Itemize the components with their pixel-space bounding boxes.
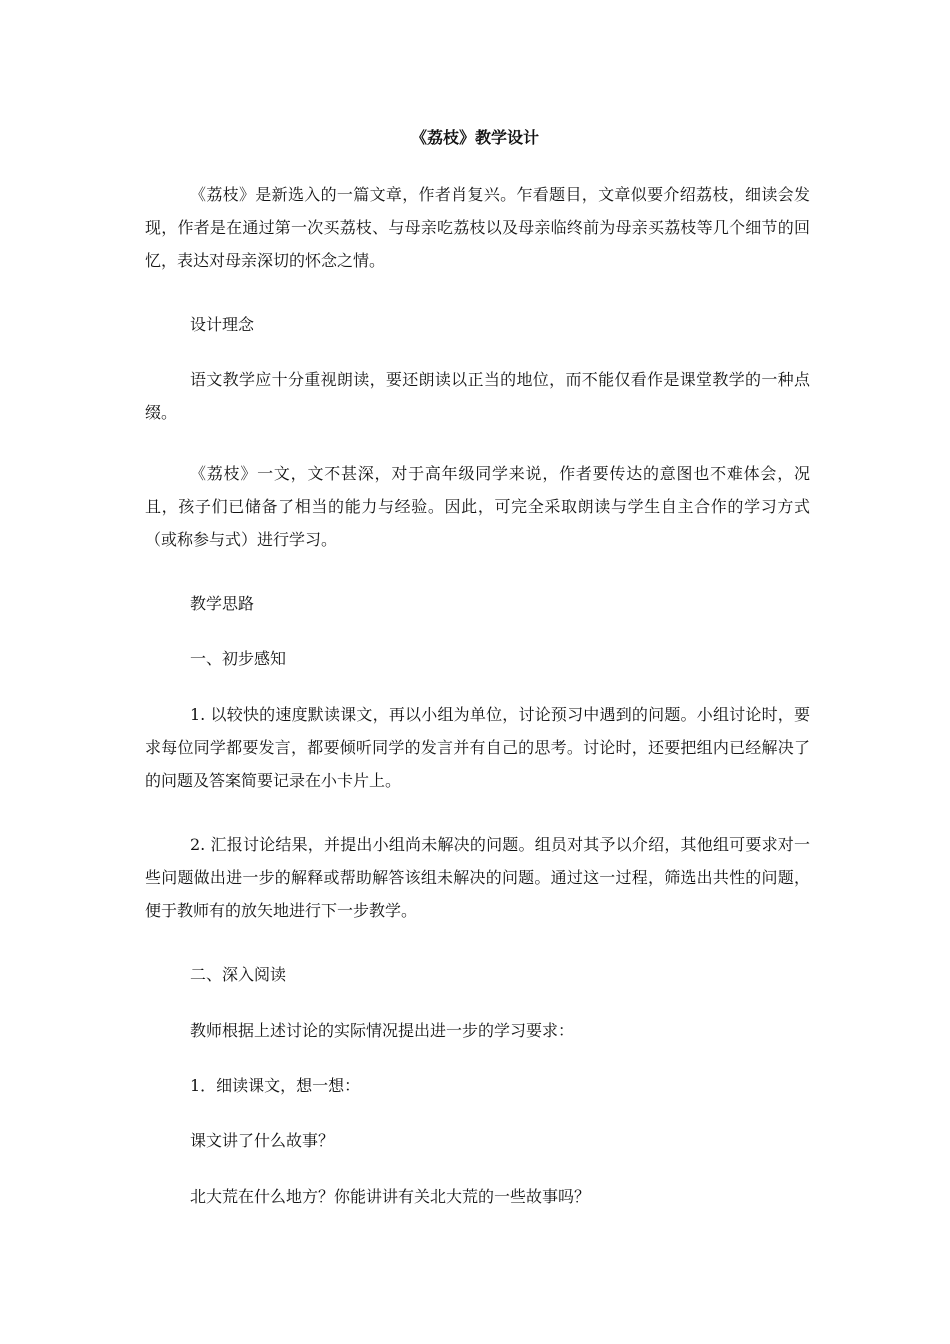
heading-section-two: 二、深入阅读 xyxy=(190,965,287,984)
heading-section-one: 一、初步感知 xyxy=(190,649,287,668)
paragraph-design-concept: 语文教学应十分重视朗读，要还朗读以正当的地位，而不能仅看作是课堂教学的一种点缀。 xyxy=(145,370,810,422)
paragraph-step-1: 1. 以较快的速度默读课文，再以小组为单位，讨论预习中遇到的问题。小组讨论时，要求每位同学都要发言，都要倾听同学的发言并有自己的思考。讨论时，还要把组内已经解决了的问题及答案简要记录在小卡片上。 xyxy=(145,705,810,790)
question-story: 课文讲了什么故事？ xyxy=(190,1131,335,1150)
paragraph-step-2: 2. 汇报讨论结果，并提出小组尚未解决的问题。组员对其予以介绍，其他组可要求对一些问题做出进一步的解释或帮助解答该组未解决的问题。通过这一过程，筛选出共性的问题，便于教师有的放矢地进行下一步教学。 xyxy=(145,835,810,920)
paragraph-text-analysis: 《荔枝》一文，文不甚深，对于高年级同学来说，作者要传达的意图也不难体会，况且，孩子们已储备了相当的能力与经验。因此，可完全采取朗读与学生自主合作的学习方式（或称参与式）进行学习。 xyxy=(145,464,810,549)
paragraph-requirements: 教师根据上述讨论的实际情况提出进一步的学习要求： xyxy=(190,1021,575,1040)
heading-design-concept: 设计理念 xyxy=(190,315,255,334)
document-title: 《荔枝》教学设计 xyxy=(410,128,539,147)
paragraph-read-think: 1．细读课文，想一想： xyxy=(190,1076,361,1095)
question-beidahuang: 北大荒在什么地方？你能讲讲有关北大荒的一些故事吗？ xyxy=(190,1187,591,1206)
heading-teaching-approach: 教学思路 xyxy=(190,594,255,613)
paragraph-intro: 《荔枝》是新选入的一篇文章，作者肖复兴。乍看题目，文章似要介绍荔枝，细读会发现，作者是在通过第一次买荔枝、与母亲吃荔枝以及母亲临终前为母亲买荔枝等几个细节的回忆，表达对母亲深切的怀念之情。 xyxy=(145,185,810,270)
